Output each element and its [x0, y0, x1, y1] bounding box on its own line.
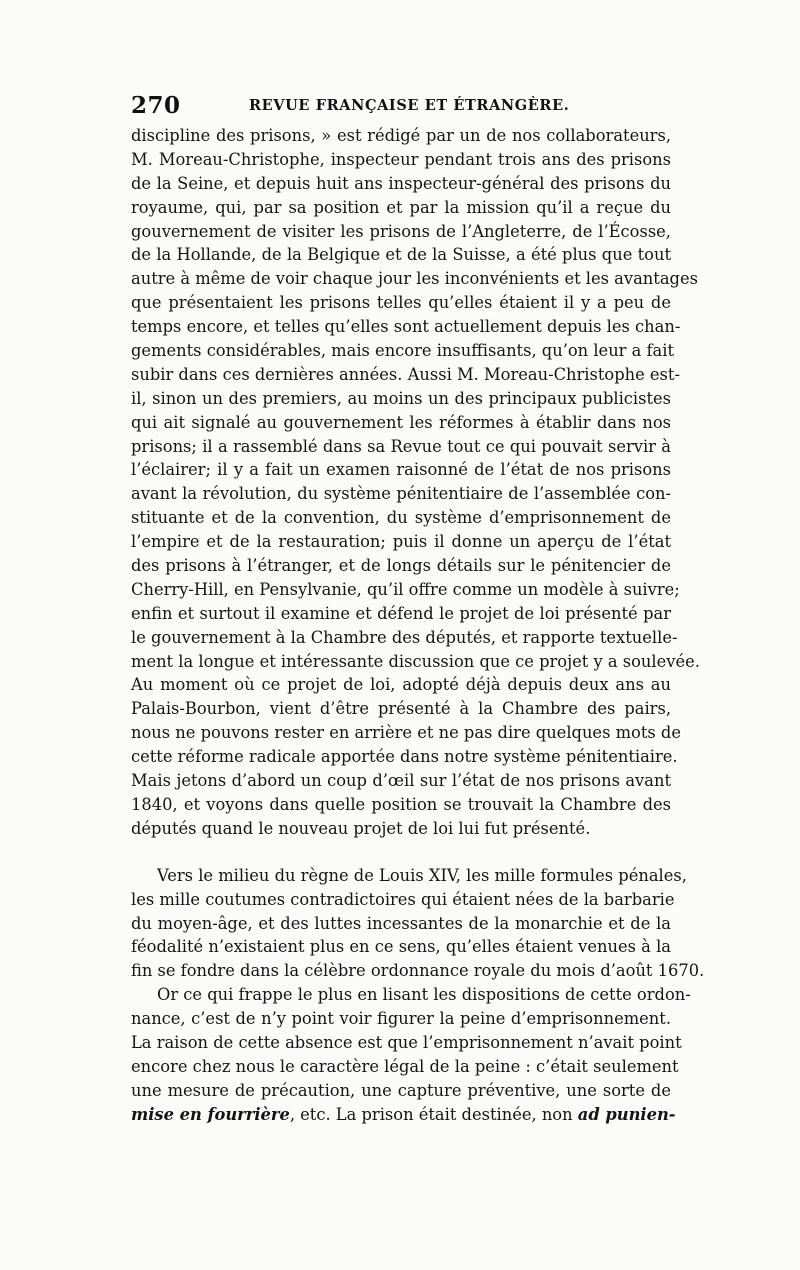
- text-line: qui ait signalé au gouvernement les réformes à établir dans nos: [131, 412, 671, 432]
- text-line: encore chez nous le caractère légal de la peine : c’était seulement: [131, 1056, 679, 1076]
- text-line: gements considérables, mais encore insuffisants, qu’on leur a fait: [131, 341, 674, 361]
- text-line: Or ce qui frappe le plus en lisant les dispositions de cette ordon-: [157, 985, 691, 1005]
- text-line: royaume, qui, par sa position et par la mission qu’il a reçue du: [131, 197, 671, 217]
- running-head: REVUE FRANÇAISE ET ÉTRANGÈRE.: [249, 97, 570, 114]
- text-line: députés quand le nouveau projet de loi lui fut présenté.: [131, 818, 591, 838]
- text-line: M. Moreau-Christophe, inspecteur pendant trois ans des prisons: [131, 149, 671, 169]
- text-line: Au moment où ce projet de loi, adopté déjà depuis deux ans au: [131, 675, 671, 695]
- text-line: des prisons à l’étranger, et de longs détails sur le pénitencier de: [131, 556, 671, 576]
- text-run: , etc. La prison était destinée, non: [289, 1104, 578, 1124]
- text-line: le gouvernement à la Chambre des députés, et rapporte textuelle-: [131, 627, 678, 647]
- body-text: [131, 124, 705, 1127]
- text-line: nous ne pouvons rester en arrière et ne pas dire quelques mots de: [131, 723, 681, 743]
- text-line: il, sinon un des premiers, au moins un des principaux publicistes: [131, 388, 671, 408]
- text-line: temps encore, et telles qu’elles sont actuellement depuis les chan-: [131, 317, 681, 337]
- text-line: Mais jetons d’abord un coup d’œil sur l’état de nos prisons avant: [131, 771, 671, 791]
- italic-phrase: mise en fourrière: [131, 1104, 290, 1124]
- paragraph-2: [131, 864, 705, 983]
- text-line: du moyen-âge, et des luttes incessantes de la monarchie et de la: [131, 913, 671, 933]
- text-line: l’empire et de la restauration; puis il donne un aperçu de l’état: [131, 532, 671, 552]
- paragraph-1: [131, 124, 700, 841]
- text-line: de la Seine, et depuis huit ans inspecteur-général des prisons du: [131, 173, 671, 193]
- text-line: féodalité n’existaient plus en ce sens, qu’elles étaient venues à la: [131, 937, 671, 957]
- text-line: avant la révolution, du système pénitentiaire de l’assemblée con-: [131, 484, 671, 504]
- text-line: cette réforme radicale apportée dans notre système pénitentiaire.: [131, 747, 678, 767]
- text-line: discipline des prisons, » est rédigé par un de nos collaborateurs,: [131, 126, 671, 145]
- text-line: l’éclairer; il y a fait un examen raisonné de l’état de nos prisons: [131, 460, 671, 480]
- text-line: stituante et de la convention, du système d’emprisonnement de: [131, 508, 671, 528]
- text-line: Cherry-Hill, en Pensylvanie, qu’il offre comme un modèle à suivre;: [131, 579, 680, 599]
- text-line: enfin et surtout il examine et défend le projet de loi présenté par: [131, 603, 671, 623]
- text-line: les mille coutumes contradictoires qui étaient nées de la barbarie: [131, 889, 675, 909]
- paragraph-3: [131, 983, 691, 1102]
- text-line: Vers le milieu du règne de Louis XIV, les mille formules pénales,: [157, 865, 687, 885]
- text-line: fin se fondre dans la célèbre ordonnance royale du mois d’août 1670.: [131, 961, 705, 981]
- text-line: nance, c’est de n’y point voir figurer la peine d’emprisonnement.: [131, 1009, 671, 1029]
- text-line: Palais-Bourbon, vient d’être présenté à la Chambre des pairs,: [131, 699, 671, 719]
- text-line: [131, 1103, 676, 1127]
- text-line: La raison de cette absence est que l’emprisonnement n’avait point: [131, 1032, 682, 1052]
- text-line: une mesure de précaution, une capture préventive, une sorte de: [131, 1080, 671, 1100]
- text-line: subir dans ces dernières années. Aussi M. Moreau-Christophe est-: [131, 364, 680, 384]
- text-line: gouvernement de visiter les prisons de l’Angleterre, de l’Écosse,: [131, 221, 671, 241]
- text-line: prisons; il a rassemblé dans sa Revue tout ce qui pouvait servir à: [131, 436, 671, 456]
- page-number: 270: [131, 92, 181, 119]
- italic-phrase: ad punien-: [577, 1104, 676, 1124]
- text-line: 1840, et voyons dans quelle position se trouvait la Chambre des: [131, 794, 671, 814]
- paragraph-gap: [131, 841, 671, 864]
- text-line: de la Hollande, de la Belgique et de la Suisse, a été plus que tout: [131, 245, 671, 265]
- text-line: ment la longue et intéressante discussion que ce projet y a soulevée.: [131, 651, 700, 671]
- text-line: autre à même de voir chaque jour les inconvénients et les avantages: [131, 269, 698, 289]
- page-header: [131, 92, 671, 124]
- text-line: que présentaient les prisons telles qu’elles étaient il y a peu de: [131, 293, 671, 313]
